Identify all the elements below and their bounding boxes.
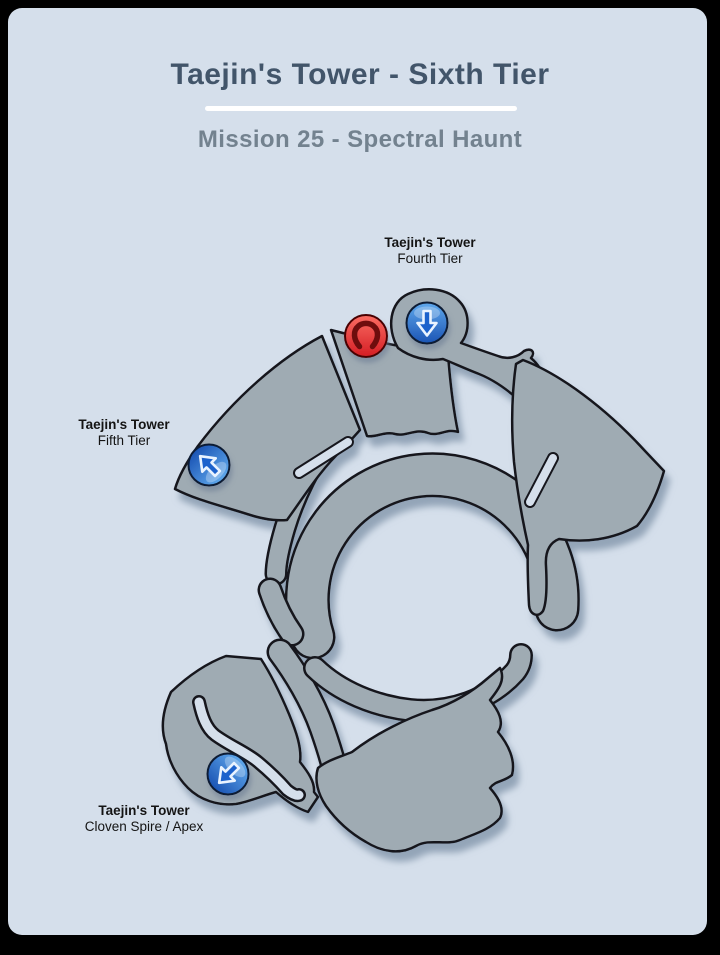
mission-marker-icon (345, 315, 387, 357)
label-cloven-spire (85, 803, 204, 835)
label-cloven-spire-name: Taejin's Tower (98, 803, 190, 818)
title-divider (205, 106, 517, 111)
label-fifth-tier-name: Taejin's Tower (78, 417, 170, 432)
label-fourth-tier-name: Taejin's Tower (384, 235, 476, 250)
page-subtitle: Mission 25 - Spectral Haunt (197, 126, 523, 153)
label-fifth-tier (78, 417, 169, 449)
label-fourth-tier-sub: Fourth Tier (397, 251, 463, 266)
label-fifth-tier-sub: Fifth Tier (97, 433, 151, 448)
label-cloven-spire-sub: Cloven Spire / Apex (84, 819, 204, 834)
label-fourth-tier (384, 235, 475, 267)
exit-marker-fourth-tier-arrow-down-icon (407, 303, 448, 344)
page-title: Taejin's Tower - Sixth Tier (170, 58, 550, 91)
